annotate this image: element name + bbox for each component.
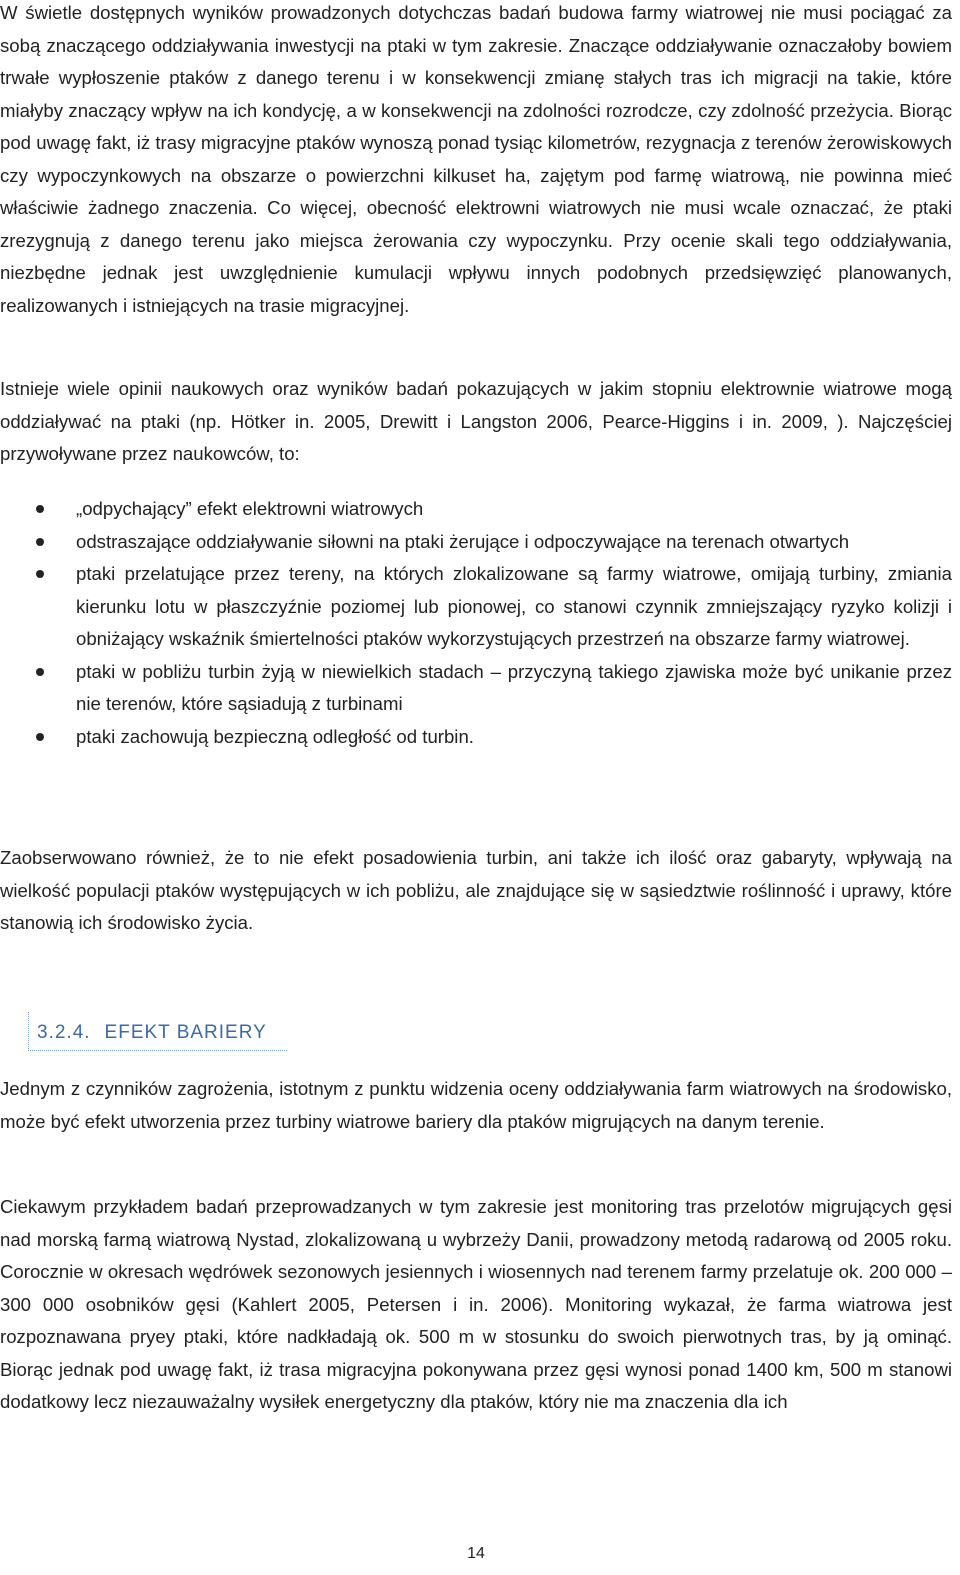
list-item	[0, 721, 952, 754]
bullet-icon	[36, 505, 44, 513]
paragraph-barrier-intro: Jednym z czynników zagrożenia, istotnym z punktu widzenia oceny oddziaływania farm wiatrowych na środowisko, może być efekt utworzenia przez turbiny wiatrowe bariery dla ptaków migrujących na danym terenie.	[0, 1078, 952, 1132]
list-item	[0, 493, 952, 526]
bullet-icon	[36, 668, 44, 676]
section-number: 3.2.4.	[37, 1022, 91, 1043]
page-number: 14	[467, 1545, 485, 1562]
list-item-text: odstraszające oddziaływanie siłowni na ptaki żerujące i odpoczywające na terenach otwartych	[76, 530, 850, 552]
list-item	[0, 558, 952, 656]
section-title: EFEKT BARIERY	[104, 1022, 267, 1043]
effects-list	[0, 493, 952, 753]
paragraph-opinions: Istnieje wiele opinii naukowych oraz wyników badań pokazujących w jakim stopniu elektrownie wiatrowe mogą oddziaływać na ptaki (np. Hötker in. 2005, Drewitt i Langston 2006, Pearce-Higgins i in. 2009, ). Najczęściej przywoływane przez naukowców, to:	[0, 378, 952, 464]
bullet-icon	[36, 733, 44, 741]
bullet-icon	[36, 538, 44, 546]
list-item-text: „odpychający” efekt elektrowni wiatrowych	[76, 498, 424, 519]
section-heading	[28, 1012, 287, 1051]
list-item	[0, 656, 952, 721]
paragraph-observation: Zaobserwowano również, że to nie efekt posadowienia turbin, ani także ich ilość oraz gabaryty, wpływają na wielkość populacji ptaków występujących w ich pobliżu, ale znajdujące się w sąsiedztwie roślinność i uprawy, które stanowią ich środowisko życia.	[0, 847, 952, 933]
bullet-icon	[36, 570, 44, 578]
list-item-text: ptaki w pobliżu turbin żyją w niewielkich stadach – przyczyną takiego zjawiska może być unikanie przez nie terenów, które sąsiadują z turbinami	[76, 660, 952, 714]
list-item-text: ptaki przelatujące przez tereny, na których zlokalizowane są farmy wiatrowe, omijają turbiny, zmiania kierunku lotu w płaszczyźnie poziomej lub pionowej, co stanowi czynnik zmniejszający ryzyko kolizji i obniżający wskaźnik śmiertelności ptaków wykorzystujących przestrzeń na obszarze farmy wiatrowej.	[76, 563, 952, 649]
list-item	[0, 526, 952, 559]
paragraph-nystad-example: Ciekawym przykładem badań przeprowadzanych w tym zakresie jest monitoring tras przelotów migrujących gęsi nad morską farmą wiatrową Nystad, zlokalizowaną u wybrzeży Danii, prowadzony metodą radarową od 2005 roku. Corocznie w okresach wędrówek sezonowych jesiennych i wiosennych nad terenem farmy przelatuje ok. 200 000 – 300 000 osobników gęsi (Kahlert 2005, Petersen i in. 2006). Monitoring wykazał, że farma wiatrowa jest rozpoznawana pryey ptaki, które nadkładają ok. 500 m w stosunku do swoich pierwotnych tras, by ją ominąć. Biorąc jednak pod uwagę fakt, iż trasa migracyjna pokonywana przez gęsi wynosi ponad 1400 km, 500 m stanowi dodatkowy lecz niezauważalny wysiłek energetyczny dla ptaków, który nie ma znaczenia dla ich	[0, 1196, 952, 1412]
paragraph-intro: W świetle dostępnych wyników prowadzonych dotychczas badań budowa farmy wiatrowej nie musi pociągać za sobą znaczącego oddziaływania inwestycji na ptaki w tym zakresie. Znaczące oddziaływanie oznaczałoby bowiem trwałe wypłoszenie ptaków z danego terenu i w konsekwencji zmianę stałych tras ich migracji na takie, które miałyby znaczący wpływ na ich kondycję, a w konsekwencji na zdolności rozrodcze, czy zdolność przeżycia. Biorąc pod uwagę fakt, iż trasy migracyjne ptaków wynoszą ponad tysiąc kilometrów, rezygnacja z terenów żerowiskowych czy wypoczynkowych na obszarze o powierzchni kilkuset ha, zajętym pod farmę wiatrową, nie powinna mieć właściwie żadnego znaczenia. Co więcej, obecność elektrowni wiatrowych nie musi wcale oznaczać, że ptaki zrezygnują z danego terenu jako miejsca żerowania czy wypoczynku. Przy ocenie skali tego oddziaływania, niezbędne jednak jest uwzględnienie kumulacji wpływu innych podobnych przedsięwzięć planowanych, realizowanych i istniejących na trasie migracyjnej.	[0, 2, 952, 316]
list-item-text: ptaki zachowują bezpieczną odległość od turbin.	[76, 725, 474, 747]
